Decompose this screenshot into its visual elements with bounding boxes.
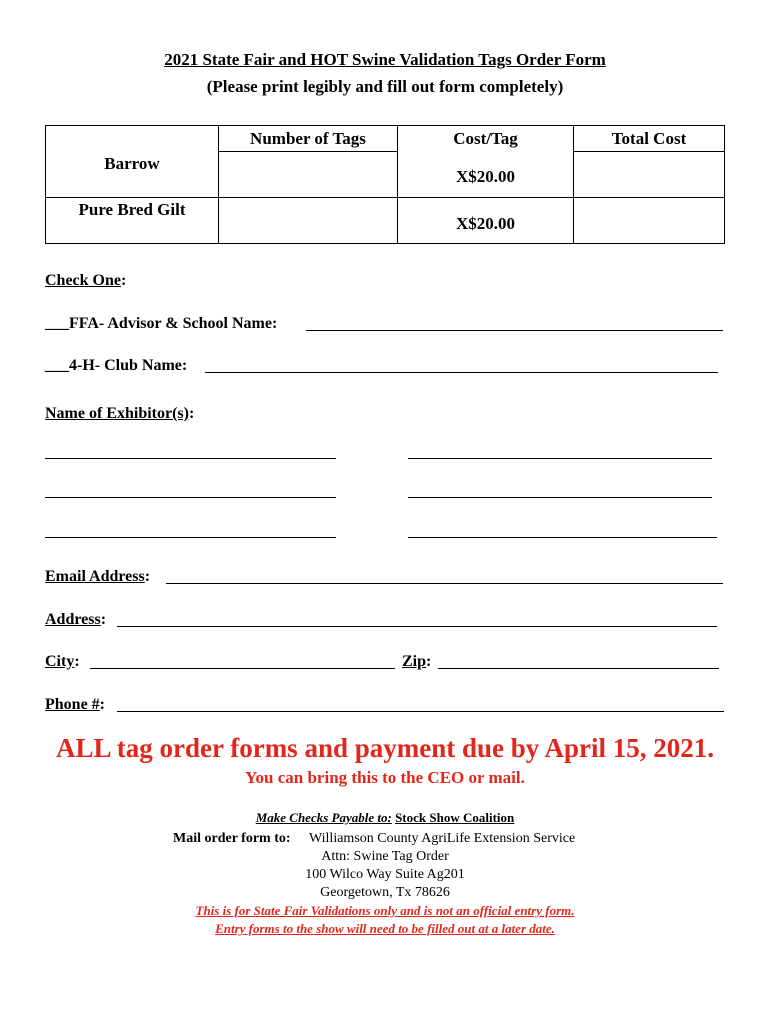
phone-field[interactable] xyxy=(117,711,724,712)
table-header-total: Total Cost xyxy=(574,126,725,152)
ffa-label: FFA- Advisor & School Name: xyxy=(69,315,278,332)
mail-line: 100 Wilco Way Suite Ag201 xyxy=(305,867,465,882)
exhibitor-name-field[interactable] xyxy=(408,497,712,498)
disclaimer-line-1: This is for State Fair Validations only and is not an official entry form. xyxy=(195,903,575,918)
form-title: 2021 State Fair and HOT Swine Validation Tags Order Form xyxy=(164,50,606,69)
city-field[interactable] xyxy=(90,668,395,669)
zip-label: Zip: xyxy=(402,653,432,670)
ffa-checkbox-blank[interactable]: ___ xyxy=(45,315,69,332)
check-one-heading: Check One: xyxy=(45,272,127,289)
zip-field[interactable] xyxy=(438,668,719,669)
tags-table xyxy=(45,125,725,244)
4h-checkbox-blank[interactable]: ___ xyxy=(45,357,69,374)
exhibitors-heading: Name of Exhibitor(s): xyxy=(45,405,195,422)
exhibitor-name-field[interactable] xyxy=(408,537,717,538)
4h-label: 4-H- Club Name: xyxy=(69,357,188,374)
cost-gilt: X$20.00 xyxy=(398,198,574,244)
city-label: City: xyxy=(45,653,80,670)
table-header-row xyxy=(46,126,725,152)
4h-option xyxy=(45,357,187,375)
exhibitor-name-field[interactable] xyxy=(45,537,336,538)
row-label-gilt: Pure Bred Gilt xyxy=(46,198,219,244)
mail-line: Williamson County AgriLife Extension Service xyxy=(309,831,576,846)
table-row xyxy=(46,198,725,244)
bring-notice: You can bring this to the CEO or mail. xyxy=(245,768,525,787)
mail-line: Georgetown, Tx 78626 xyxy=(320,885,450,900)
disclaimer-line-2: Entry forms to the show will need to be filled out at a later date. xyxy=(215,921,555,936)
cost-barrow: X$20.00 xyxy=(398,152,574,198)
exhibitor-name-field[interactable] xyxy=(408,458,712,459)
table-header-blank xyxy=(46,126,219,152)
table-header-number: Number of Tags xyxy=(219,126,398,152)
total-cost-gilt[interactable] xyxy=(574,198,725,244)
exhibitor-name-field[interactable] xyxy=(45,497,336,498)
total-cost-barrow[interactable] xyxy=(574,152,725,198)
ffa-school-name-field[interactable] xyxy=(306,330,723,331)
number-of-tags-gilt[interactable] xyxy=(219,198,398,244)
email-label: Email Address: xyxy=(45,568,151,585)
address-field[interactable] xyxy=(117,626,717,627)
mail-order-label: Mail order form to: xyxy=(173,831,291,846)
number-of-tags-barrow[interactable] xyxy=(219,152,398,198)
form-subtitle: (Please print legibly and fill out form completely) xyxy=(206,77,564,96)
table-row xyxy=(46,152,725,198)
address-label: Address: xyxy=(45,611,107,628)
checks-payable xyxy=(0,810,770,826)
table-header-cost: Cost/Tag xyxy=(398,126,574,152)
checks-payable-label: Make Checks Payable to: xyxy=(255,810,392,825)
exhibitor-name-field[interactable] xyxy=(45,458,336,459)
mail-line: Attn: Swine Tag Order xyxy=(321,849,449,864)
email-field[interactable] xyxy=(166,583,723,584)
ffa-option xyxy=(45,315,277,333)
deadline-notice: ALL tag order forms and payment due by April 15, 2021. xyxy=(55,733,715,763)
row-label-barrow: Barrow xyxy=(46,152,219,198)
4h-club-name-field[interactable] xyxy=(205,372,718,373)
checks-payable-value: Stock Show Coalition xyxy=(395,810,515,825)
phone-label: Phone #: xyxy=(45,696,105,713)
